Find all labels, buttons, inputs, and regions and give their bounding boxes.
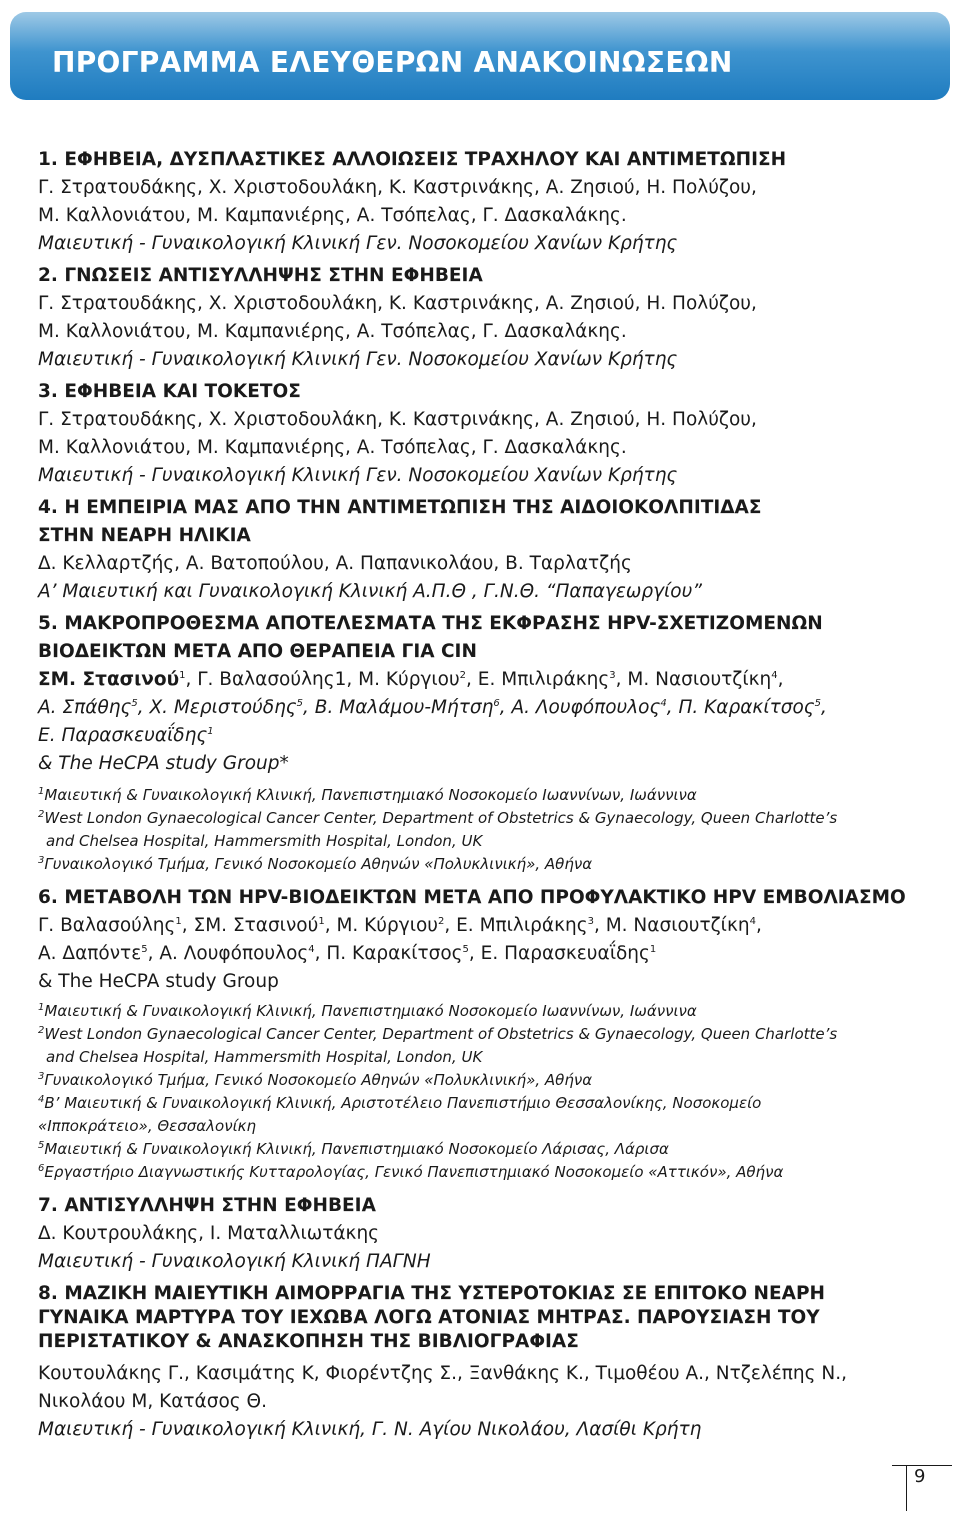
page-number: 9 (914, 1466, 926, 1487)
entry-authors: Δ. Κουτρουλάκης, Ι. Ματαλλιωτάκης (38, 1223, 380, 1244)
affiliation: $^2$West London Gynaecological Cancer Center, Department of Obstetrics & Gynaecology, Queen Charlotte’s (38, 809, 838, 827)
entry-authors: Α. Σπάθης$^5$, Χ. Μεριστούδης$^5$, Β. Μαλάμου-Μήτση$^6$, Α. Λουφόπουλος$^4$, Π. Καρακίτσος$^5$, (38, 697, 827, 718)
entry-authors: Δ. Κελλαρτζής, Α. Βατοπούλου, Α. Παπανικολάου, Β. Ταρλατζής (38, 553, 632, 574)
affiliation: $^2$West London Gynaecological Cancer Center, Department of Obstetrics & Gynaecology, Queen Charlotte’s (38, 1025, 838, 1043)
entry-title: 2. ΓΝΩΣΕΙΣ ΑΝΤΙΣΥΛΛΗΨΗΣ ΣΤΗΝ ΕΦΗΒΕΙΑ (38, 265, 483, 286)
entry-authors: Μ. Καλλονιάτου, Μ. Καμπανιέρης, Α. Τσόπελας, Γ. Δασκαλάκης. (38, 437, 627, 458)
affiliation: $^6$Εργαστήριο Διαγνωστικής Κυτταρολογίας, Γενικό Πανεπιστημιακό Νοσοκομείο «Αττικόν», Αθήνα (38, 1163, 784, 1181)
entry-institution: Μαιευτική - Γυναικολογική Κλινική Γεν. Νοσοκομείου Χανίων Κρήτης (38, 233, 678, 254)
entry-authors: Μ. Καλλονιάτου, Μ. Καμπανιέρης, Α. Τσόπελας, Γ. Δασκαλάκης. (38, 205, 627, 226)
entry-authors: Γ. Στρατουδάκης, Χ. Χριστοδουλάκη, Κ. Καστρινάκης, Α. Ζησιού, Η. Πολύζου, (38, 409, 757, 430)
entry-4 (38, 494, 938, 606)
entry-institution: Μαιευτική - Γυναικολογική Κλινική ΠΑΓΝΗ (38, 1251, 431, 1272)
entry-authors: Κουτουλάκης Γ., Κασιμάτης Κ, Φιορέντζης Σ., Ξανθάκης Κ., Τιμοθέου Α., Ντζελέπης Ν., (38, 1363, 847, 1384)
entry-title: ΣΤΗΝ ΝΕΑΡΗ ΗΛΙΚΙΑ (38, 525, 251, 546)
entry-title: ΒΙΟΔΕΙΚΤΩΝ ΜΕΤΑ ΑΠΟ ΘΕΡΑΠΕΙΑ ΓΙΑ CIN (38, 641, 477, 662)
entry-2 (38, 262, 938, 374)
entry-title: 3. ΕΦΗΒΕΙΑ ΚΑΙ ΤΟΚΕΤΟΣ (38, 381, 301, 402)
entry-title: 4. Η ΕΜΠΕΙΡΙΑ ΜΑΣ ΑΠΟ ΤΗΝ ΑΝΤΙΜΕΤΩΠΙΣΗ ΤΗΣ ΑΙΔΟΙΟΚΟΛΠΙΤΙΔΑΣ (38, 497, 762, 518)
entry-institution: Μαιευτική - Γυναικολογική Κλινική Γεν. Νοσοκομείου Χανίων Κρήτης (38, 349, 678, 370)
entry-5 (38, 610, 938, 876)
affiliation: «Ιπποκράτειο», Θεσσαλονίκη (38, 1117, 257, 1135)
entry-title: 7. ΑΝΤΙΣΥΛΛΗΨΗ ΣΤΗΝ ΕΦΗΒΕΙΑ (38, 1195, 376, 1216)
entry-title: ΓΥΝΑΙΚΑ ΜΑΡΤΥΡΑ ΤΟΥ ΙΕΧΩΒΑ ΛΟΓΩ ΑΤΟΝΙΑΣ ΜΗΤΡΑΣ. ΠΑΡΟΥΣΙΑΣΗ ΤΟΥ (38, 1307, 820, 1328)
entry-1 (38, 146, 938, 258)
affiliation: $^5$Μαιευτική & Γυναικολογική Κλινική, Πανεπιστημιακό Νοσοκομείο Λάρισας, Λάρισα (38, 1140, 669, 1158)
entry-authors: Μ. Καλλονιάτου, Μ. Καμπανιέρης, Α. Τσόπελας, Γ. Δασκαλάκης. (38, 321, 627, 342)
entry-authors: Γ. Βαλασούλης$^1$, ΣΜ. Στασινού$^1$, Μ. Κύργιου$^2$, Ε. Μπιλιράκης$^3$, Μ. Νασιουτζίκη$^4$, (38, 915, 762, 936)
entry-authors: Γ. Στρατουδάκης, Χ. Χριστοδουλάκη, Κ. Καστρινάκης, Α. Ζησιού, Η. Πολύζου, (38, 177, 757, 198)
affiliation: and Chelsea Hospital, Hammersmith Hospital, London, UK (46, 1048, 483, 1066)
entry-title: ΠΕΡΙΣΤΑΤΙΚΟΥ & ΑΝΑΣΚΟΠΗΣΗ ΤΗΣ ΒΙΒΛΙΟΓΡΑΦΙΑΣ (38, 1331, 579, 1352)
affiliation: and Chelsea Hospital, Hammersmith Hospital, London, UK (46, 832, 483, 850)
entry-title: 5. ΜΑΚΡΟΠΡΟΘΕΣΜΑ ΑΠΟΤΕΛΕΣΜΑΤΑ ΤΗΣ ΕΚΦΡΑΣΗΣ HPV-ΣΧΕΤΙΖΟΜΕΝΩΝ (38, 613, 823, 634)
page-title: ΠΡΟΓΡΑΜΜΑ ΕΛΕΥΘΕΡΩΝ ΑΝΑΚΟΙΝΩΣΕΩΝ (52, 46, 733, 79)
header-banner (10, 12, 950, 100)
entry-3 (38, 378, 938, 490)
entry-7 (38, 1192, 938, 1276)
page-number-divider (906, 1465, 907, 1511)
affiliation: $^1$Μαιευτική & Γυναικολογική Κλινική, Πανεπιστημιακό Νοσοκομείο Ιωαννίνων, Ιωάννινα (38, 1002, 697, 1020)
affiliation: $^4$Β’ Μαιευτική & Γυναικολογική Κλινική, Αριστοτέλειο Πανεπιστήμιο Θεσσαλονίκης, Νοσοκομείο (38, 1094, 762, 1112)
entry-authors: Ε. Παρασκευαΐδης$^1$ (38, 725, 214, 746)
entry-authors: Νικολάου Μ, Κατάσος Θ. (38, 1391, 267, 1412)
affiliation: $^3$Γυναικολογικό Τμήμα, Γενικό Νοσοκομείο Αθηνών «Πολυκλινική», Αθήνα (38, 1071, 593, 1089)
entry-title: 8. ΜΑΖΙΚΗ ΜΑΙΕΥΤΙΚΗ ΑΙΜΟΡΡΑΓΙΑ ΤΗΣ ΥΣΤΕΡΟΤΟΚΙΑΣ ΣΕ ΕΠΙΤΟΚΟ ΝΕΑΡΗ (38, 1283, 825, 1304)
affiliation: $^1$Μαιευτική & Γυναικολογική Κλινική, Πανεπιστημιακό Νοσοκομείο Ιωαννίνων, Ιωάννινα (38, 786, 697, 804)
entry-authors: ΣΜ. Στασινού$^1$, Γ. Βαλασούλης1, Μ. Κύργιου$^2$, Ε. Μπιλιράκης$^3$, Μ. Νασιουτζίκη$^4$, (38, 669, 784, 690)
entry-title: 6. ΜΕΤΑΒΟΛΗ ΤΩΝ HPV-ΒΙΟΔΕΙΚΤΩΝ ΜΕΤΑ ΑΠΟ ΠΡΟΦΥΛΑΚΤΙΚΟ HPV ΕΜΒΟΛΙΑΣΜΟ (38, 887, 906, 908)
entry-6 (38, 884, 938, 1184)
entry-group: & The HeCPA study Group* (38, 753, 289, 774)
abstract-list (38, 146, 938, 1444)
entry-institution: Μαιευτική - Γυναικολογική Κλινική, Γ. Ν. Αγίου Νικολάου, Λασίθι Κρήτη (38, 1419, 702, 1440)
entry-authors: Α. Δαπόντε$^5$, Α. Λουφόπουλος$^4$, Π. Καρακίτσος$^5$, Ε. Παρασκευαΐδης$^1$ (38, 943, 657, 964)
entry-authors: Γ. Στρατουδάκης, Χ. Χριστοδουλάκη, Κ. Καστρινάκης, Α. Ζησιού, Η. Πολύζου, (38, 293, 757, 314)
affiliation: $^3$Γυναικολογικό Τμήμα, Γενικό Νοσοκομείο Αθηνών «Πολυκλινική», Αθήνα (38, 855, 593, 873)
entry-8 (38, 1282, 938, 1444)
entry-title: 1. ΕΦΗΒΕΙΑ, ΔΥΣΠΛΑΣΤΙΚΕΣ ΑΛΛΟΙΩΣΕΙΣ ΤΡΑΧΗΛΟΥ ΚΑΙ ΑΝΤΙΜΕΤΩΠΙΣΗ (38, 149, 787, 170)
entry-institution: Μαιευτική - Γυναικολογική Κλινική Γεν. Νοσοκομείου Χανίων Κρήτης (38, 465, 678, 486)
entry-group: & The HeCPA study Group (38, 971, 279, 992)
entry-institution: Α’ Μαιευτική και Γυναικολογική Κλινική Α.Π.Θ , Γ.Ν.Θ. “Παπαγεωργίου” (38, 581, 702, 602)
